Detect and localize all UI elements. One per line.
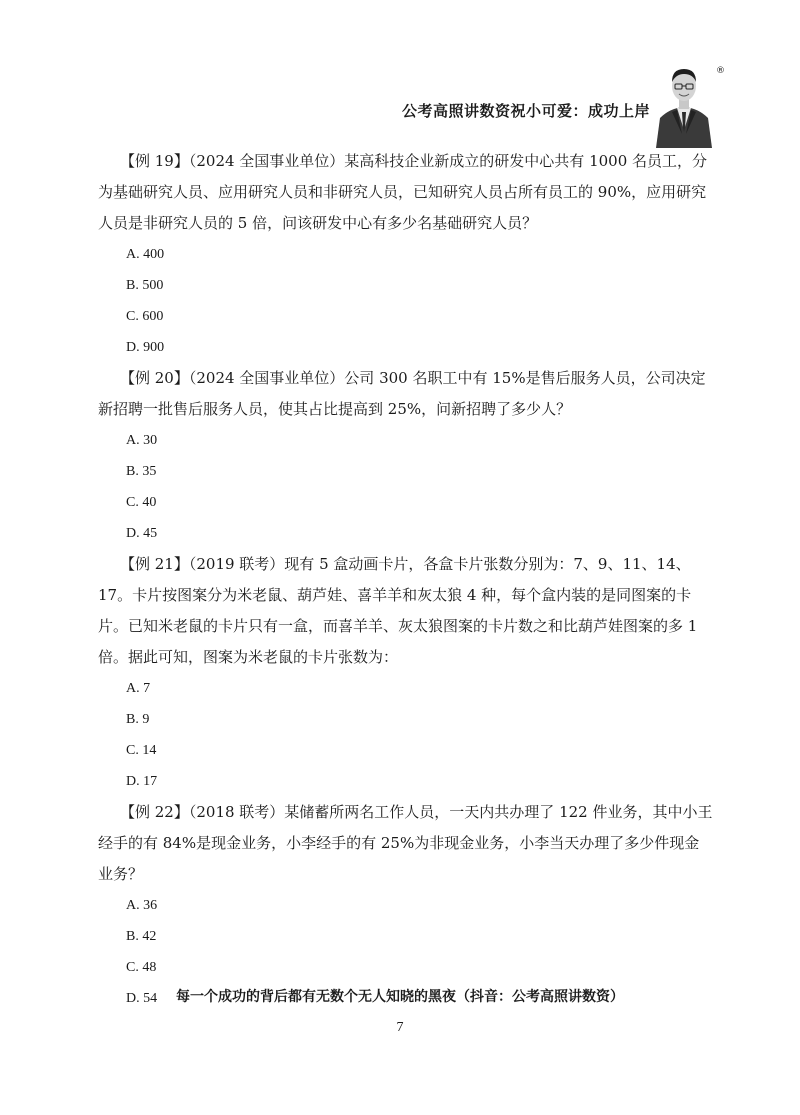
question-list: [98, 146, 713, 1014]
option-b: B. 9: [126, 712, 150, 727]
option-b: B. 500: [126, 278, 164, 293]
question-block: [98, 797, 713, 1014]
page-number: 7: [396, 1020, 404, 1035]
question-block: [98, 363, 713, 549]
option-b: B. 42: [126, 929, 157, 944]
question-text: 【例 22】（2018 联考）某储蓄所两名工作人员，一天内共办理了 122 件业务，其中小王经手的有 84%是现金业务，小李经手的有 25%为非现金业务，小李当天办理了多少件现金业务？: [98, 803, 713, 883]
page-header: [0, 0, 800, 150]
option-d: D. 900: [126, 340, 165, 355]
option-d: D. 17: [126, 774, 158, 789]
option-c: C. 48: [126, 960, 157, 975]
option-c: C. 600: [126, 309, 164, 324]
question-text: 【例 21】（2019 联考）现有 5 盒动画卡片，各盒卡片张数分别为：7、9、11、14、17。卡片按图案分为米老鼠、葫芦娃、喜羊羊和灰太狼 4 种，每个盒内装的是同图案的卡片。已知米老鼠的卡片只有一盒，而喜羊羊、灰太狼图案的卡片数之和比葫芦娃图案的多 1 倍。据此可知，图案为米老鼠的卡片张数为：: [98, 555, 698, 666]
author-portrait: [650, 60, 718, 148]
option-c: C. 40: [126, 495, 157, 510]
question-block: [98, 549, 713, 797]
option-c: C. 14: [126, 743, 157, 758]
header-title: 公考高照讲数资祝小可爱：成功上岸: [401, 102, 650, 120]
option-a: A. 7: [126, 681, 151, 696]
option-a: A. 36: [126, 898, 158, 913]
question-block: [98, 146, 713, 363]
option-a: A. 30: [126, 433, 158, 448]
option-d: D. 45: [126, 526, 158, 541]
question-text: 【例 19】（2024 全国事业单位）某高科技企业新成立的研发中心共有 1000 名员工，分为基础研究人员、应用研究人员和非研究人员，已知研究人员占所有员工的 90%，应用研究人员是非研究人员的 5 倍，问该研发中心有多少名基础研究人员？: [98, 152, 708, 232]
question-text: 【例 20】（2024 全国事业单位）公司 300 名职工中有 15%是售后服务人员，公司决定新招聘一批售后服务人员，使其占比提高到 25%，问新招聘了多少人？: [98, 369, 706, 418]
registered-mark-icon: ®: [716, 66, 725, 76]
option-b: B. 35: [126, 464, 157, 479]
footer-slogan: 每一个成功的背后都有无数个无人知晓的黑夜（抖音：公考高照讲数资）: [176, 989, 624, 1005]
option-d: D. 54: [126, 991, 158, 1006]
option-a: A. 400: [126, 247, 165, 262]
